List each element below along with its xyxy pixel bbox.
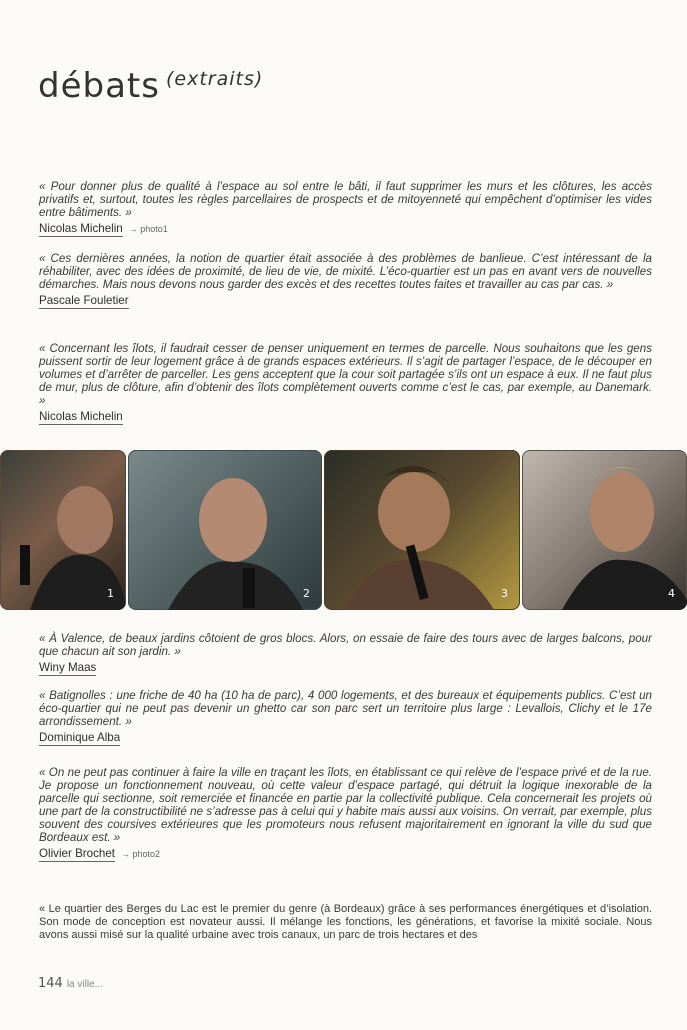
quote-block-7 (39, 903, 652, 942)
photo-number: 1 (107, 587, 114, 600)
quote-text: « Pour donner plus de qualité à l’espace au sol entre le bâti, il faut supprimer les murs et les clôtures, les accès privatifs et, surtout, toutes les règles parcellaires de prospects et de mitoyenneté qui empêchent d’optimiser les vides entre bâtiments. » (39, 180, 652, 219)
quote-block-1 (39, 180, 652, 237)
speaker-photo-4 (522, 450, 687, 610)
quote-text: « Le quartier des Berges du Lac est le premier du genre (à Bordeaux) grâce à ses performances énergétiques et d’isolation. Son mode de conception est novateur aussi. Il mélange les fonctions, les générations, et favorise la mixité sociale. Nous avons aussi misé sur la qualité urbaine avec trois canaux, un parc de trois hectares et des (39, 903, 652, 941)
quote-author: Dominique Alba (39, 731, 121, 744)
page-footer (38, 975, 103, 991)
quote-block-2 (39, 252, 652, 309)
quote-block-5 (39, 689, 652, 746)
quote-author: Pascale Fouletier (39, 294, 129, 307)
quote-author: Nicolas Michelin (39, 410, 123, 423)
photo-reference: → photo1 (128, 224, 168, 234)
quote-text: « Batignolles : une friche de 40 ha (10 ha de parc), 4 000 logements, et des bureaux et équipements publics. C’est un éco-quartier qui ne peut pas devenir un ghetto car son parc sert un territoire plus large : Levallois, Clichy et le 17e arrondissement. » (39, 689, 652, 728)
quote-block-4 (39, 632, 652, 676)
quote-block-3 (39, 342, 652, 425)
quote-text: « Ces dernières années, la notion de quartier était associée à des problèmes de banlieue. C’est intéressant de la réhabiliter, avec des idées de proximité, de lieu de vie, de mixité. L’éco-quartier est un pas en avant vers de nouvelles démarches. Mais nous devons nous garder des excès et des recettes toutes faites et travailler au cas par cas. » (39, 252, 652, 291)
photo-reference: → photo2 (121, 849, 161, 859)
quote-text: « À Valence, de beaux jardins côtoient de gros blocs. Alors, on essaie de faire des tours avec de larges balcons, pour que chacun ait son jardin. » (39, 632, 652, 658)
photo-strip (0, 450, 687, 610)
quote-text: « On ne peut pas continuer à faire la ville en traçant les îlots, en établissant ce qui relève de l’espace privé et de la rue. Je propose un fonctionnement nouveau, où cette valeur d’espace partagé, qui détruit la logique inexorable de la parcelle qui sectionne, soit remerciée et financée en partie par la collectivité publique. Cela concernerait les projets où une part de la constructibilité ne s’adresse pas à celui qui y habite mais aussi aux voisins. On verrait, par exemple, plus souvent des coursives extérieures que les promoteurs nous refusent majoritairement en ignorant la ville du sud que Bordeaux est. » (39, 766, 652, 844)
quote-block-6 (39, 766, 652, 862)
quote-author: Olivier Brochet (39, 847, 116, 860)
speaker-photo-2 (128, 450, 322, 610)
photo-number: 2 (303, 587, 310, 600)
quote-text: « Concernant les îlots, il faudrait cesser de penser uniquement en termes de parcelle. Nous souhaitons que les gens puissent sortir de leur logement grâce à de grands espaces extérieurs. Il s’agit de partager l’espace, de le découper en volumes et d’arrêter de parceller. Les gens acceptent que la cour soit partagée s’ils ont un espace à eux. Il ne faut plus de mur, plus de clôture, afin d’obtenir des îlots complètement ouverts comme c’est le cas, par exemple, au Danemark. » (39, 342, 652, 407)
speaker-silhouette-icon (324, 450, 520, 610)
page-subtitle: (extraits) (165, 67, 264, 90)
page-title (38, 66, 263, 106)
section-name: la ville... (66, 979, 103, 990)
speaker-silhouette-icon (0, 450, 126, 610)
quote-author: Nicolas Michelin (39, 222, 123, 235)
photo-number: 3 (501, 587, 508, 600)
photo-number: 4 (668, 587, 675, 600)
speaker-photo-3 (324, 450, 520, 610)
page-number: 144 (38, 976, 63, 991)
page-title-text: débats (38, 66, 160, 106)
speaker-photo-1 (0, 450, 126, 610)
quote-author: Winy Maas (39, 661, 97, 674)
speaker-silhouette-icon (128, 450, 322, 610)
speaker-silhouette-icon (522, 450, 687, 610)
